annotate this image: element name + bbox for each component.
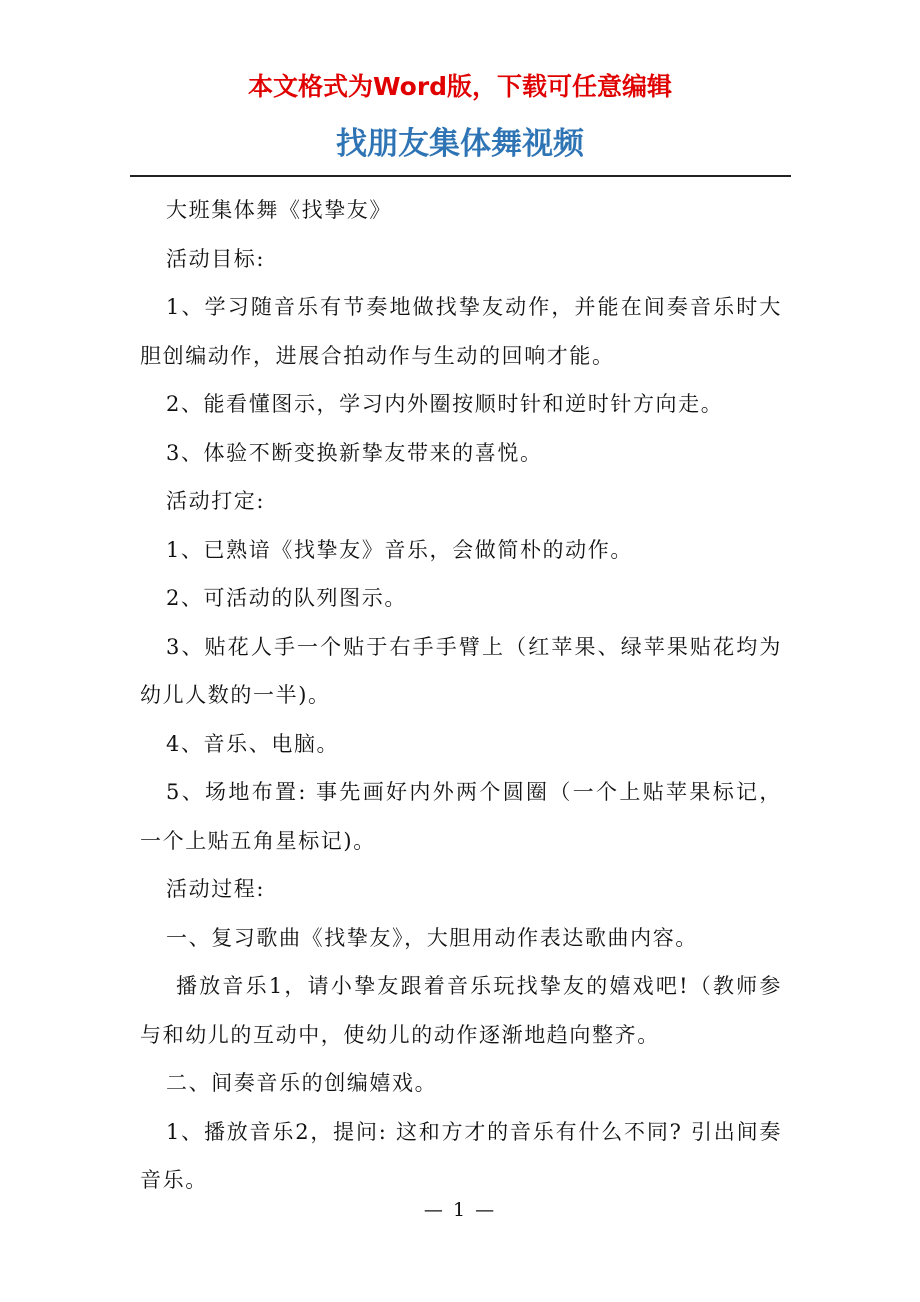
paragraph: 4、音乐、电脑。 bbox=[166, 731, 340, 756]
page-number: — 1 — bbox=[423, 1199, 497, 1221]
paragraph: 二、间奏音乐的创编嬉戏。 bbox=[166, 1071, 438, 1095]
paragraph: 活动过程: bbox=[166, 877, 266, 901]
paragraph: 5、场地布置: 事先画好内外两个圆圈（一个上贴苹果标记，一个上贴五角星标记)。 bbox=[140, 780, 782, 853]
document-title: 找朋友集体舞视频 bbox=[336, 126, 584, 162]
paragraph: 活动目标: bbox=[166, 246, 266, 271]
paragraph: 2、可活动的队列图示。 bbox=[166, 586, 407, 610]
paragraph: 1、学习随音乐有节奏地做找挚友动作，并能在间奏音乐时大胆创编动作，进展合拍动作与生动的回响才能。 bbox=[140, 295, 782, 368]
paragraph: 活动打定: bbox=[166, 489, 266, 513]
paragraph: 一、复习歌曲《找挚友》，大胆用动作表达歌曲内容。 bbox=[166, 925, 698, 950]
paragraph: 1、已熟谙《找挚友》音乐，会做简朴的动作。 bbox=[166, 537, 633, 562]
paragraph: 3、贴花人手一个贴于右手手臂上（红苹果、绿苹果贴花均为幼儿人数的一半)。 bbox=[140, 634, 782, 707]
document-body bbox=[140, 186, 782, 1205]
paragraph: 1、播放音乐2，提问: 这和方才的音乐有什么不同? 引出间奏音乐。 bbox=[140, 1119, 782, 1192]
title-divider bbox=[130, 175, 791, 177]
paragraph: 大班集体舞《找挚友》 bbox=[166, 198, 392, 222]
paragraph: 3、体验不断变换新挚友带来的喜悦。 bbox=[166, 440, 543, 465]
format-banner: 本文格式为Word版，下载可任意编辑 bbox=[247, 72, 673, 101]
paragraph: 播放音乐1，请小挚友跟着音乐玩找挚友的嬉戏吧!（教师参与和幼儿的互动中，使幼儿的动作逐渐地趋向整齐。 bbox=[140, 974, 782, 1047]
paragraph: 2、能看懂图示，学习内外圈按顺时针和逆时针方向走。 bbox=[166, 392, 724, 416]
